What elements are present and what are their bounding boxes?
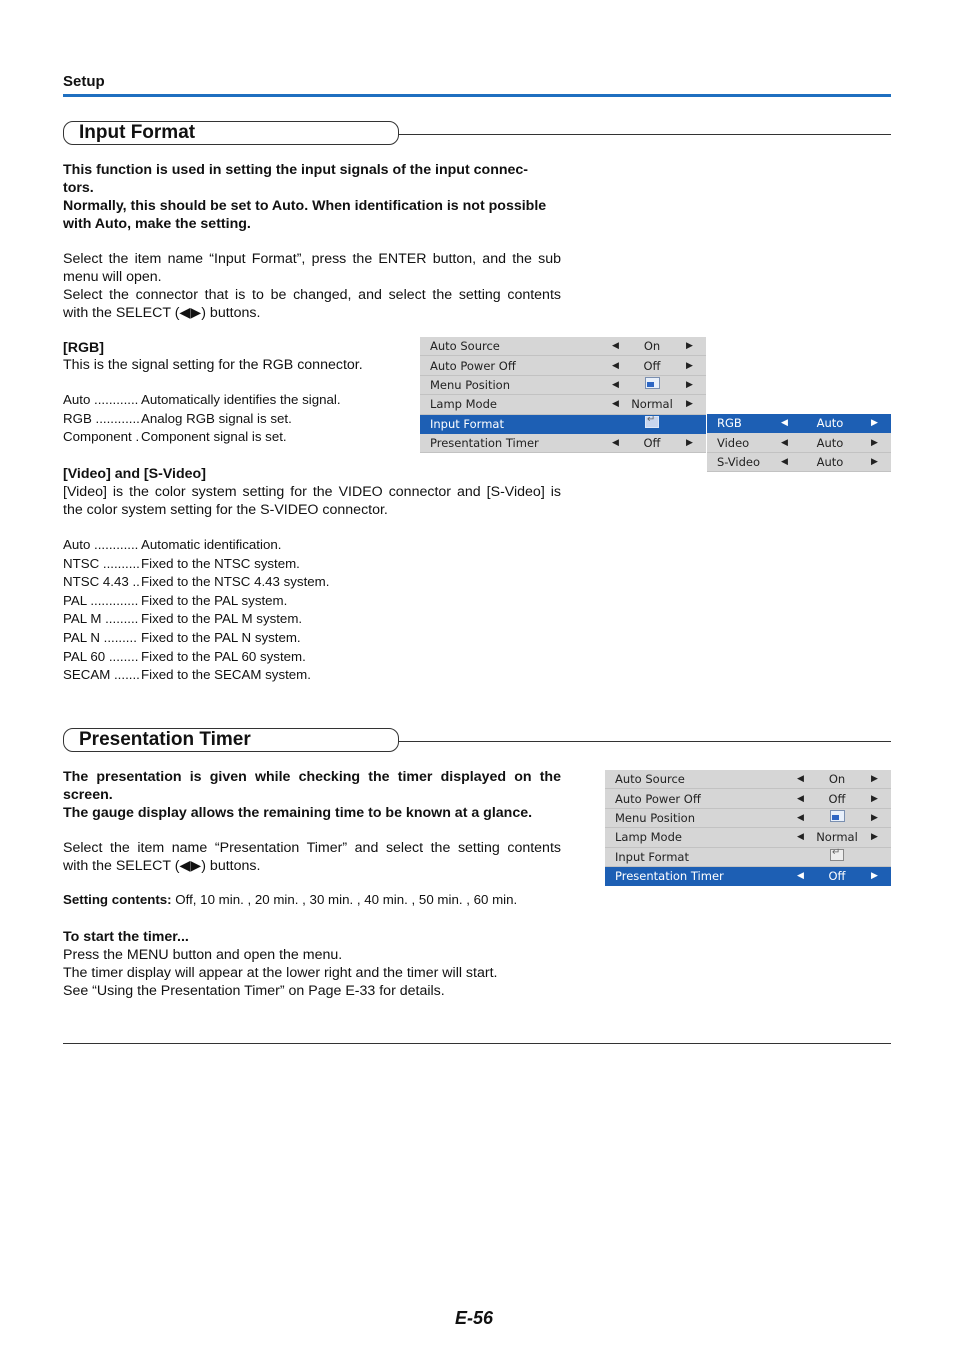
page-number: E-56 — [455, 1308, 494, 1328]
intro-line: screen. — [63, 787, 113, 803]
header-rule — [63, 94, 891, 97]
definition-desc: Fixed to the NTSC system. — [141, 555, 300, 571]
menu-item[interactable] — [605, 789, 891, 808]
setting-contents — [63, 891, 517, 910]
instruction-line: with the SELECT (◀▶) buttons. — [63, 305, 261, 321]
right-arrow-icon[interactable]: ▶ — [686, 399, 693, 410]
menu-item[interactable] — [707, 414, 891, 433]
definition-term: Component . — [63, 429, 140, 445]
right-arrow-icon[interactable]: ▶ — [871, 456, 878, 467]
right-arrow-icon[interactable]: ▶ — [686, 438, 693, 449]
menu-item-label: Auto Power Off — [430, 358, 516, 373]
definition-desc: Component signal is set. — [141, 429, 287, 445]
left-arrow-icon[interactable]: ◀ — [612, 438, 619, 449]
intro-line: tors. — [63, 180, 94, 196]
instruction-line: Select the item name “Input Format”, press the ENTER button, and the sub — [63, 251, 561, 267]
menu-item-value: Auto — [816, 435, 844, 450]
menu-item[interactable] — [420, 415, 706, 434]
menu-item-label: Lamp Mode — [430, 397, 497, 412]
right-arrow-icon[interactable]: ▶ — [871, 793, 878, 804]
definition-term: SECAM ....... — [63, 667, 140, 683]
presentation-timer-title: Presentation Timer — [63, 728, 399, 752]
definition-term: PAL ............. — [63, 592, 139, 608]
definition-row — [63, 391, 341, 410]
setting-contents-label: Setting contents: — [63, 892, 172, 907]
bottom-rule — [63, 1043, 891, 1044]
definition-term: RGB ............ — [63, 410, 140, 426]
right-arrow-icon[interactable]: ▶ — [871, 832, 878, 843]
menu-item-value: Off — [643, 358, 661, 373]
input-format-submenu — [707, 414, 891, 472]
definition-row — [63, 648, 329, 667]
input-format-menu — [420, 337, 706, 453]
menu-position-icon — [645, 377, 660, 389]
menu-item-label: Auto Source — [430, 339, 500, 354]
menu-item-label: Input Format — [615, 849, 689, 864]
instruction-line: with the SELECT (◀▶) buttons. — [63, 858, 261, 874]
instruction-line: menu will open. — [63, 269, 162, 285]
menu-item-label: Presentation Timer — [430, 436, 539, 451]
right-arrow-icon[interactable]: ▶ — [871, 774, 878, 785]
menu-item[interactable] — [420, 434, 706, 453]
menu-item-value: Normal — [816, 830, 858, 845]
left-arrow-icon[interactable]: ◀ — [797, 774, 804, 785]
menu-item-value: Off — [828, 869, 846, 884]
presentation-timer-menu — [605, 770, 891, 886]
definition-row — [63, 629, 329, 648]
left-arrow-icon[interactable]: ◀ — [797, 871, 804, 882]
definition-row — [63, 555, 329, 574]
left-arrow-icon[interactable]: ◀ — [797, 832, 804, 843]
intro-line: with Auto, make the setting. — [63, 216, 251, 232]
menu-item[interactable] — [420, 395, 706, 414]
left-arrow-icon[interactable]: ◀ — [781, 437, 788, 448]
right-arrow-icon[interactable]: ▶ — [686, 341, 693, 352]
right-arrow-icon[interactable]: ▶ — [871, 871, 878, 882]
right-arrow-icon[interactable]: ▶ — [871, 437, 878, 448]
definition-term: PAL N ......... — [63, 629, 137, 645]
definition-term: PAL 60 ........ — [63, 648, 139, 664]
menu-item-value — [815, 849, 859, 864]
presentation-timer-instructions — [63, 839, 561, 875]
right-arrow-icon[interactable]: ▶ — [871, 418, 878, 429]
left-arrow-icon[interactable]: ◀ — [612, 379, 619, 390]
left-arrow-icon[interactable]: ◀ — [781, 456, 788, 467]
section-header-label: Setup — [63, 73, 105, 90]
menu-item-value — [630, 377, 674, 392]
menu-item-label: Auto Power Off — [615, 791, 701, 806]
left-arrow-icon[interactable]: ◀ — [781, 418, 788, 429]
menu-item[interactable] — [420, 376, 706, 395]
menu-item[interactable] — [605, 867, 891, 886]
video-subtitle: [Video] and [S-Video] — [63, 466, 206, 482]
presentation-timer-intro — [63, 768, 561, 822]
video-definition-list — [63, 536, 329, 685]
menu-item-value: Normal — [631, 397, 673, 412]
left-arrow-icon[interactable]: ◀ — [797, 812, 804, 823]
intro-line: The presentation is given while checking the timer displayed on the — [63, 769, 561, 785]
definition-row — [63, 666, 329, 685]
definition-desc: Automatically identifies the signal. — [141, 392, 341, 407]
menu-item[interactable] — [420, 356, 706, 375]
definition-desc: Analog RGB signal is set. — [141, 410, 292, 426]
menu-item-label: Presentation Timer — [615, 869, 724, 884]
rgb-definition-list — [63, 391, 341, 447]
rgb-description: This is the signal setting for the RGB connector. — [63, 357, 363, 373]
menu-position-icon — [830, 810, 845, 822]
definition-desc: Fixed to the PAL system. — [141, 592, 288, 608]
instruction-line: Select the item name “Presentation Timer” and select the setting contents — [63, 840, 561, 856]
definition-desc: Automatic identification. — [141, 537, 282, 552]
definition-row — [63, 410, 341, 429]
definition-desc: Fixed to the PAL 60 system. — [141, 648, 306, 664]
intro-line: This function is used in setting the input signals of the input connec- — [63, 162, 529, 178]
input-format-title: Input Format — [63, 121, 399, 145]
rgb-subtitle: [RGB] — [63, 340, 104, 356]
menu-item[interactable] — [605, 770, 891, 789]
left-arrow-icon[interactable]: ◀ — [612, 341, 619, 352]
menu-item-label: RGB — [717, 416, 742, 431]
start-step: The timer display will appear at the lower right and the timer will start. — [63, 965, 498, 981]
menu-item-value: Auto — [816, 416, 844, 431]
definition-term: NTSC .......... — [63, 555, 140, 571]
definition-term: PAL M ......... — [63, 611, 139, 627]
setting-contents-values: Off, 10 min. , 20 min. , 30 min. , 40 min. , 50 min. , 60 min. — [175, 892, 518, 907]
enter-icon — [645, 416, 659, 428]
menu-item-value: On — [828, 772, 846, 787]
right-arrow-icon[interactable]: ▶ — [686, 360, 693, 371]
menu-item-value: On — [643, 339, 661, 354]
intro-line: The gauge display allows the remaining time to be known at a glance. — [63, 805, 533, 821]
definition-row — [63, 573, 329, 592]
menu-item[interactable] — [605, 809, 891, 828]
menu-item[interactable] — [605, 848, 891, 867]
intro-line: Normally, this should be set to Auto. When identification is not possible — [63, 198, 547, 214]
definition-desc: Fixed to the PAL N system. — [141, 629, 301, 645]
definition-row — [63, 428, 341, 447]
left-arrow-icon[interactable]: ◀ — [612, 360, 619, 371]
video-desc-line: the color system setting for the S-VIDEO connector. — [63, 502, 388, 518]
menu-item-label: Input Format — [430, 416, 504, 431]
input-format-title-rule — [398, 134, 891, 135]
menu-item-value — [630, 416, 674, 431]
menu-item-label: Video — [717, 435, 750, 450]
menu-item-label: S-Video — [717, 454, 760, 469]
definition-term: Auto ............ — [63, 537, 139, 552]
definition-row — [63, 610, 329, 629]
menu-item-label: Menu Position — [430, 377, 511, 392]
enter-icon — [830, 849, 844, 861]
menu-item-value: Auto — [816, 454, 844, 469]
right-arrow-icon[interactable]: ▶ — [871, 812, 878, 823]
left-arrow-icon[interactable]: ◀ — [797, 793, 804, 804]
menu-item[interactable] — [707, 433, 891, 452]
start-timer-title: To start the timer... — [63, 929, 189, 945]
definition-row — [63, 536, 329, 555]
menu-item[interactable] — [420, 337, 706, 356]
menu-item-label: Auto Source — [615, 772, 685, 787]
menu-item[interactable] — [707, 453, 891, 472]
video-desc-line: [Video] is the color system setting for the VIDEO connector and [S-Video] is — [63, 484, 561, 500]
definition-desc: Fixed to the SECAM system. — [141, 667, 311, 683]
definition-desc: Fixed to the PAL M system. — [141, 611, 303, 627]
start-step: Press the MENU button and open the menu. — [63, 947, 343, 963]
menu-item-label: Menu Position — [615, 810, 696, 825]
menu-item-value — [815, 810, 859, 825]
menu-item-label: Lamp Mode — [615, 830, 682, 845]
right-arrow-icon[interactable]: ▶ — [686, 379, 693, 390]
start-step: See “Using the Presentation Timer” on Page E-33 for details. — [63, 983, 445, 999]
menu-item[interactable] — [605, 828, 891, 847]
input-format-instructions — [63, 250, 561, 322]
start-timer-steps — [63, 946, 497, 1000]
instruction-line: Select the connector that is to be changed, and select the setting contents — [63, 287, 561, 303]
menu-item-value: Off — [643, 436, 661, 451]
input-format-intro — [63, 161, 561, 233]
menu-item-value: Off — [828, 791, 846, 806]
video-description — [63, 483, 561, 519]
definition-term: NTSC 4.43 .. — [63, 574, 140, 590]
left-arrow-icon[interactable]: ◀ — [612, 399, 619, 410]
definition-desc: Fixed to the NTSC 4.43 system. — [141, 574, 330, 590]
definition-term: Auto ............ — [63, 392, 139, 407]
presentation-timer-title-rule — [398, 741, 891, 742]
definition-row — [63, 592, 329, 611]
